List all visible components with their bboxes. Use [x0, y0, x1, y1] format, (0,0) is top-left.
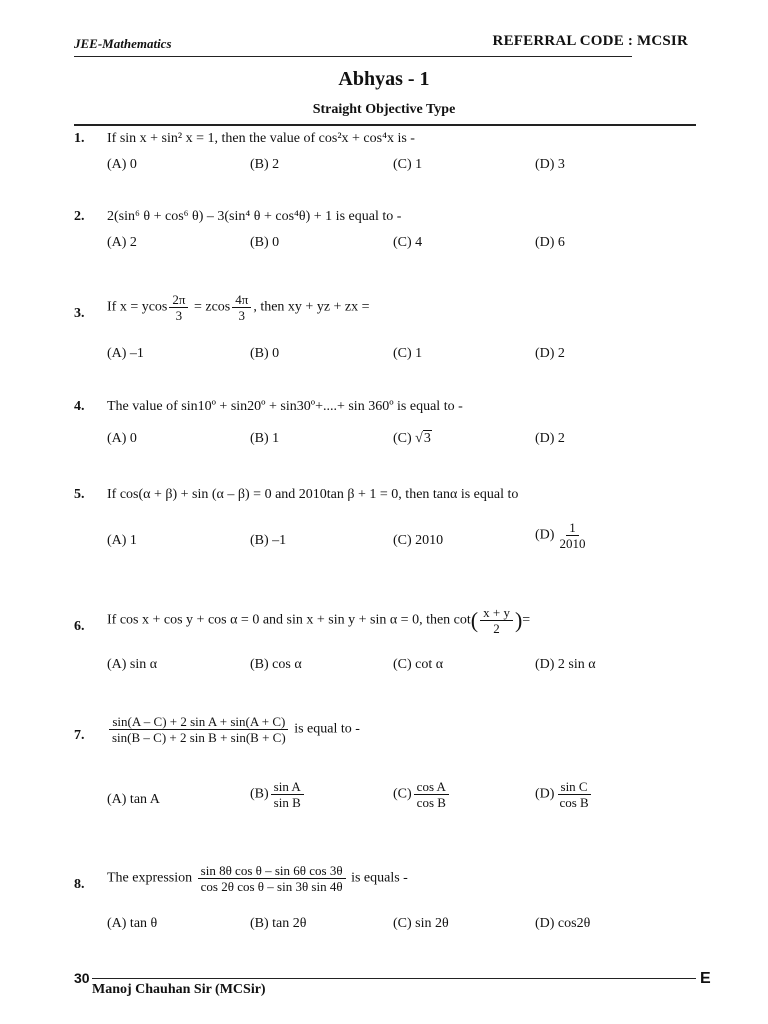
option-c: (C) √3 — [393, 431, 431, 446]
subject-header: JEE-Mathematics — [74, 36, 172, 51]
option-d: (D) $\frac{\text{sin C}}{\text{cos B}}$ — [535, 779, 594, 810]
fraction: $\frac{\text{sin A}}{\text{sin B}}$ — [271, 779, 304, 810]
option-a: (A) 1 — [107, 533, 137, 548]
fraction: $\frac{\text{sin C}}{\text{cos B}}$ — [559, 779, 589, 810]
question-number: 4. — [74, 399, 85, 414]
option-b: (B) –1 — [250, 533, 287, 548]
option-c: (C) 4 — [393, 235, 423, 250]
question-number: 6. — [74, 619, 85, 634]
footer-divider — [92, 978, 696, 979]
fraction: $\frac{1}{2010}$ — [559, 520, 586, 551]
option-b: (B) 1 — [250, 431, 280, 446]
question-number: 3. — [74, 306, 85, 321]
fraction: $\frac{4\pi}{3}$ — [232, 292, 251, 323]
page-number: 30 — [74, 970, 90, 986]
question-text: 2(sin⁶ θ + cos⁶ θ) – 3(sin⁴ θ + cos⁴θ) + 1 is equal to - — [107, 209, 402, 224]
option-d: (D) 2 — [535, 346, 565, 361]
option-c: (C) 1 — [393, 346, 423, 361]
option-c: (C) $\frac{\text{cos A}}{\text{cos B}}$ — [393, 779, 451, 810]
option-a: (A) –1 — [107, 346, 144, 361]
question-text: The expression $\frac{\text{sin 8θ cos θ – sin 6θ cos 3θ}}{\text{cos 2θ cos θ – sin 3θ sin 4θ}}$ is equals - — [107, 863, 408, 894]
option-b: (B) 0 — [250, 235, 280, 250]
fraction: $\frac{\text{sin 8θ cos θ – sin 6θ cos 3θ}}{\text{cos 2θ cos θ – sin 3θ sin 4θ}}$ — [198, 863, 346, 894]
question-number: 1. — [74, 131, 85, 146]
option-a: (A) tan θ — [107, 916, 158, 931]
option-a: (A) sin α — [107, 657, 158, 672]
question-text: If x = ycos $\frac{2\pi}{3}$ = zcos $\frac{4\pi}{3}$ , then xy + yz + zx = — [107, 292, 370, 323]
footer-author: Manoj Chauhan Sir (MCSir) — [92, 982, 266, 997]
option-b: (B) tan 2θ — [250, 916, 307, 931]
question-text: If cos(α + β) + sin (α – β) = 0 and 2010tan β + 1 = 0, then tanα is equal to — [107, 487, 519, 502]
option-d: (D) 6 — [535, 235, 565, 250]
option-d: (D) 2 — [535, 431, 565, 446]
option-b: (B) 2 — [250, 157, 280, 172]
option-c: (C) 2010 — [393, 533, 444, 548]
option-b: (B) cos α — [250, 657, 302, 672]
option-b: (B) 0 — [250, 346, 280, 361]
fraction: $\frac{x + y}{2}$ — [480, 605, 513, 636]
option-c: (C) 1 — [393, 157, 423, 172]
question-number: 7. — [74, 728, 85, 743]
footer-mark: E — [700, 970, 711, 987]
section-subtitle: Straight Objective Type — [312, 102, 456, 117]
fraction: $\frac{2\pi}{3}$ — [169, 292, 188, 323]
option-a: (A) 0 — [107, 431, 137, 446]
option-b: (B) $\frac{\text{sin A}}{\text{sin B}}$ — [250, 779, 306, 810]
option-a: (A) tan A — [107, 792, 160, 807]
question-text: If sin x + sin² x = 1, then the value of cos²x + cos⁴x is - — [107, 131, 415, 146]
page-title: Abhyas - 1 — [338, 68, 430, 90]
question-number: 5. — [74, 487, 85, 502]
question-number: 8. — [74, 877, 85, 892]
option-d: (D) cos2θ — [535, 916, 591, 931]
option-c: (C) cot α — [393, 657, 444, 672]
question-text: If cos x + cos y + cos α = 0 and sin x + sin y + sin α = 0, then cot( $\frac{x + y}{2}$ )= — [107, 605, 531, 636]
option-d: (D) $\frac{1}{2010}$ — [535, 520, 590, 551]
header-divider — [74, 56, 632, 57]
question-text: The value of sin10º + sin20º + sin30º+....+ sin 360º is equal to - — [107, 399, 463, 414]
question-text: $\frac{\text{sin(A – C) + 2 sin A + sin(A + C)}}{\text{sin(B – C) + 2 sin B + sin(B + C)}}$ is equal to - — [107, 714, 360, 745]
fraction: $\frac{\text{sin(A – C) + 2 sin A + sin(A + C)}}{\text{sin(B – C) + 2 sin B + sin(B + C)}}$ — [109, 714, 289, 745]
section-divider — [74, 124, 696, 126]
question-number: 2. — [74, 209, 85, 224]
option-d: (D) 3 — [535, 157, 565, 172]
sqrt-expression: √3 — [415, 431, 431, 446]
option-d: (D) 2 sin α — [535, 657, 596, 672]
option-c: (C) sin 2θ — [393, 916, 449, 931]
referral-code: REFERRAL CODE : MCSIR — [492, 33, 688, 49]
fraction: $\frac{\text{cos A}}{\text{cos B}}$ — [414, 779, 449, 810]
option-a: (A) 0 — [107, 157, 137, 172]
option-a: (A) 2 — [107, 235, 137, 250]
